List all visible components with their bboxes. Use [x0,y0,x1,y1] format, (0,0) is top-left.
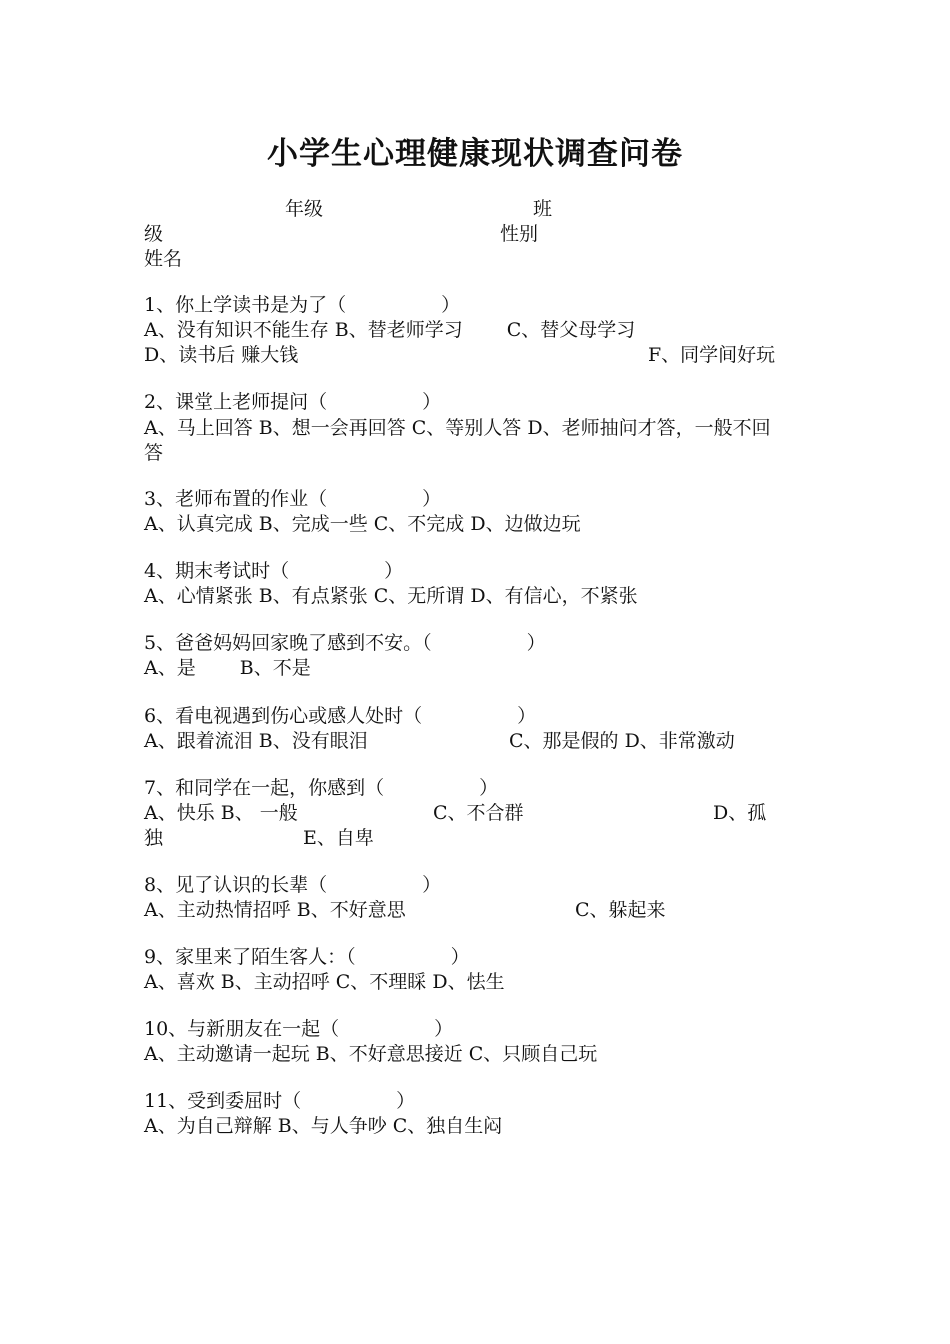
question-4-text: 4、期末考试时（ ） [144,560,404,582]
question-1-text: 1、你上学读书是为了（ ） [144,294,461,316]
question-10-options: A、主动邀请一起玩 B、不好意思接近 C、只顾自己玩 [144,1043,598,1065]
question-2-options-line2: 答 [144,442,164,464]
question-8-options-part1: A、主动热情招呼 B、不好意思 [144,899,406,921]
question-2-options-line1: A、马上回答 B、想一会再回答 C、等别人答 D、老师抽问才答，一般不回 [144,417,771,439]
class-label-part2: 级 [144,223,164,245]
question-6-options-part2: C、那是假的 D、非常激动 [509,730,735,752]
question-7-options-part5: E、自卑 [303,827,374,849]
question-7-text: 7、和同学在一起，你感到（ ） [144,777,499,799]
question-5-options: A、是 B、不是 [144,657,311,679]
question-8-text: 8、见了认识的长辈（ ） [144,874,442,896]
question-10-text: 10、与新朋友在一起（ ） [144,1018,454,1040]
question-9-text: 9、家里来了陌生客人：（ ） [144,946,470,968]
class-label-part1: 班 [533,198,553,220]
question-7-options-part2: C、不合群 [433,802,524,824]
question-1-option-f: F、同学间好玩 [648,344,776,366]
question-6-options-part1: A、跟着流泪 B、没有眼泪 [144,730,368,752]
name-label: 姓名 [144,248,183,270]
question-9-options: A、喜欢 B、主动招呼 C、不理睬 D、怯生 [144,971,505,993]
question-7-options-part4: 独 [144,827,164,849]
question-11-options: A、为自己辩解 B、与人争吵 C、独自生闷 [144,1115,503,1137]
question-11-text: 11、受到委屈时（ ） [144,1090,416,1112]
question-2-text: 2、课堂上老师提问（ ） [144,391,442,413]
question-7-options-part3: D、孤 [713,802,767,824]
document-title: 小学生心理健康现状调查问卷 [267,136,683,172]
question-1-options-line1: A、没有知识不能生存 B、替老师学习 C、替父母学习 [144,319,636,341]
grade-label: 年级 [285,198,324,220]
question-3-options: A、认真完成 B、完成一些 C、不完成 D、边做边玩 [144,513,581,535]
question-3-text: 3、老师布置的作业（ ） [144,488,442,510]
question-4-options: A、心情紧张 B、有点紧张 C、无所谓 D、有信心，不紧张 [144,585,638,607]
question-6-text: 6、看电视遇到伤心或感人处时（ ） [144,705,537,727]
question-8-options-part2: C、躲起来 [575,899,666,921]
question-1-options-line2: D、读书后 赚大钱 [144,344,299,366]
question-5-text: 5、爸爸妈妈回家晚了感到不安。（ ） [144,632,546,654]
gender-label: 性别 [500,223,539,245]
question-7-options-part1: A、快乐 B、 一般 [144,802,298,824]
